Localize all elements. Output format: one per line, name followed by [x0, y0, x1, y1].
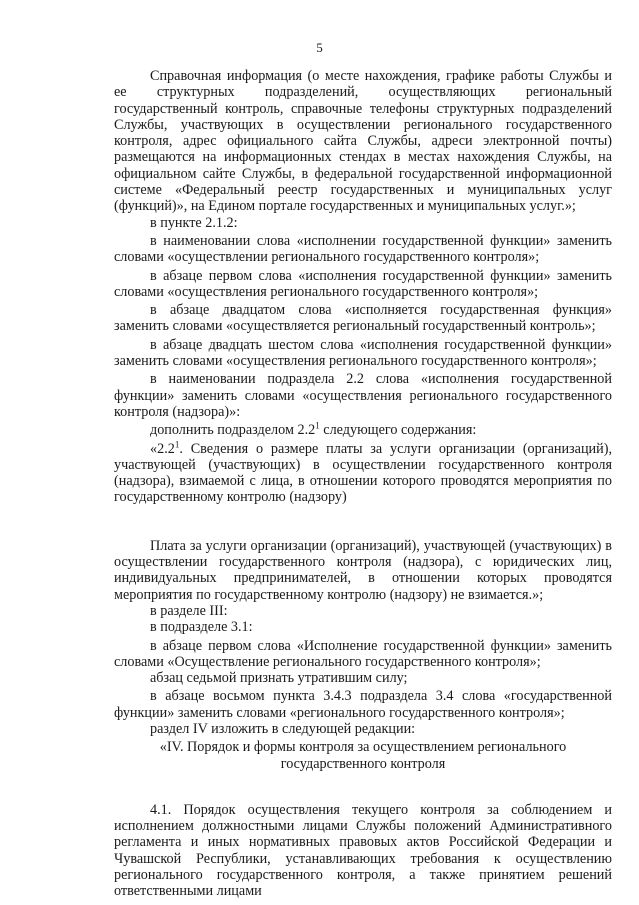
paragraph: в пункте 2.1.2: — [150, 214, 238, 231]
paragraph: в абзаце первом слова «исполнения государственной функции» заменить словами «осуществления регионального государственного контроля»; — [114, 267, 612, 300]
superscript: 1 — [315, 420, 320, 431]
paragraph: в разделе III: — [150, 602, 228, 619]
paragraph: в наименовании слова «исполнении государственной функции» заменить словами «осуществлении регионального государственного контроля»; — [114, 232, 612, 266]
paragraph-text: . Сведения о размере платы за услуги организации (организаций), участвующей (участвующих) в осуществлении государственного контроля (надзора), взимаемой с лица, в отношении которого проводятся мероприятия по государственному контролю (надзору) — [114, 440, 612, 506]
paragraph — [114, 422, 612, 438]
page-number: 5 — [316, 40, 323, 55]
paragraph: 4.1. Порядок осуществления текущего контроля за соблюдением и исполнением должностными лицами Службы положений Административного регламента и иных нормативных правовых актов Российской Федерации и Чувашской Республики, устанавливающих требования к осуществлению регионального государственного контроля, а также принятием решений ответственными лицами — [114, 801, 612, 900]
superscript: 1 — [174, 438, 180, 449]
paragraph: в абзаце первом слова «Исполнение государственной функции» заменить словами «Осуществление регионального государственного контроля»; — [114, 637, 612, 670]
paragraph: в абзаце двадцатом слова «исполняется государственная функция» заменить словами «осуществляется региональный государственный контроль»; — [114, 302, 612, 335]
paragraph: в абзаце восьмом пункта 3.4.3 подраздела 3.4 слова «государственной функции» заменить словами «регионального государственного контроля»; — [114, 688, 612, 721]
document-body — [114, 68, 612, 900]
paragraph-text: дополнить подразделом 2.2 — [150, 422, 316, 439]
paragraph: раздел IV изложить в следующей редакции: — [150, 720, 416, 737]
paragraph-text: «2.2 — [150, 440, 175, 457]
paragraph: Справочная информация (о месте нахождения, графике работы Службы и ее структурных подразделений, осуществляющих региональный государственный контроль, справочные телефоны структурных подразделений Службы, участвующих в осуществлении регионального государственного контроля, адрес официального сайта Службы, адреси электронной почты) размещаются на информационных стендах в местах нахождения Службы, на официальном сайте Службы, в федеральной государственной информационной системе «Федеральный реестр государственных и муниципальных услуг (функций)», на Едином портале государственных и муниципальных услуг.»; — [114, 68, 612, 215]
paragraph: в абзаце двадцать шестом слова «исполнения государственной функции» заменить словами «осуществления регионального государственного контроля»; — [114, 336, 612, 370]
paragraph: в наименовании подраздела 2.2 слова «исполнения государственной функции» заменить словами «осуществления регионального государственного контроля (надзора)»: — [114, 371, 612, 420]
paragraph: в подразделе 3.1: — [150, 619, 253, 636]
paragraph: абзац седьмой признать утратившим силу; — [150, 670, 408, 687]
paragraph-text: следующего содержания: — [319, 422, 477, 439]
paragraph — [114, 438, 612, 506]
paragraph: Плата за услуги организации (организаций), участвующей (участвующих) в осуществлении государственного контроля (надзора), с юридических лиц, индивидуальных предпринимателей, в отношении которых проводятся мероприятия по государственному контролю (надзору) не взимается.»; — [114, 537, 612, 603]
section-heading: «IV. Порядок и формы контроля за осуществлением регионального государственного контроля — [159, 739, 567, 772]
